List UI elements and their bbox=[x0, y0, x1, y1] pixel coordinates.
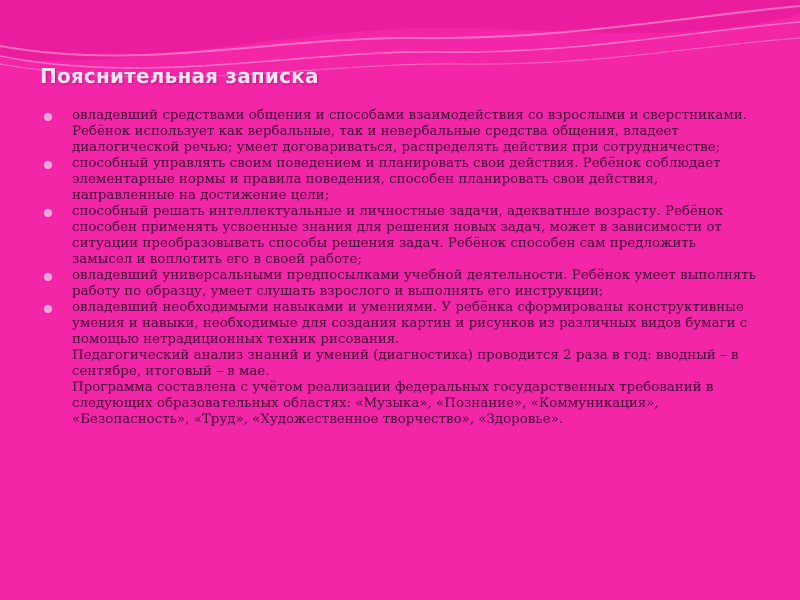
slide-content bbox=[42, 108, 758, 428]
bullet-text: овладевший необходимыми навыками и умениями. У ребёнка сформированы конструктивные умения и навыки, необходимые для создания картин и рисунков из различных видов бумаги с помощью нетрадиционных техник рисования. bbox=[72, 300, 748, 347]
bullet-item bbox=[42, 268, 758, 300]
bullet-list bbox=[42, 108, 758, 348]
slide-title: Пояснительная записка bbox=[40, 64, 319, 88]
bullet-dot-icon bbox=[44, 161, 52, 169]
bullet-dot-icon bbox=[44, 113, 52, 121]
program-paragraph: Программа составлена с учётом реализации федеральных государственных требований в следующих образовательных областях: «Музыка», «Познание», «Коммуникация», «Безопасность», «Труд», «Художественное творчество», «Здоровье». bbox=[72, 380, 714, 427]
bullet-text: овладевший средствами общения и способами взаимодействия со взрослыми и сверстниками. Ребёнок использует как вербальные, так и невербальные средства общения, владеет диалогической речью; умеет договариваться, распределять действия при сотрудничестве; bbox=[72, 108, 747, 155]
bullet-item bbox=[42, 156, 758, 204]
bullet-item bbox=[42, 204, 758, 268]
decorative-waves bbox=[0, 0, 800, 110]
bullet-text: способный решать интеллектуальные и личностные задачи, адекватные возрасту. Ребёнок способен применять усвоенные знания для решения новых задач, может в зависимости от ситуации преобразовывать способы решения задач. Ребёнок способен сам предложить замысел и воплотить его в своей работе; bbox=[72, 204, 724, 267]
bullet-text: овладевший универсальными предпосылками учебной деятельности. Ребёнок умеет выполнять работу по образцу, умеет слушать взрослого и выполнять его инструкции; bbox=[72, 268, 756, 299]
bullet-dot-icon bbox=[44, 209, 52, 217]
bullet-text: способный управлять своим поведением и планировать свои действия. Ребёнок соблюдает элементарные нормы и правила поведения, способен планировать свои действия, направленные на достижение цели; bbox=[72, 156, 721, 203]
bullet-dot-icon bbox=[44, 273, 52, 281]
bullet-dot-icon bbox=[44, 305, 52, 313]
diagnostics-paragraph: Педагогический анализ знаний и умений (диагностика) проводится 2 раза в год: вводный – в сентябре, итоговый – в мае. bbox=[72, 348, 739, 379]
bullet-item bbox=[42, 108, 758, 156]
bullet-item bbox=[42, 300, 758, 348]
